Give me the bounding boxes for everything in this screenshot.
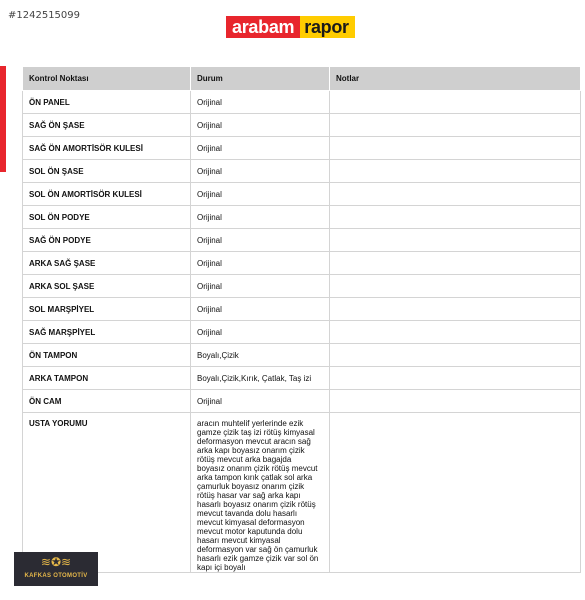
row-status: Boyalı,Çizik	[191, 344, 330, 367]
row-status: Orijinal	[191, 321, 330, 344]
table-row	[23, 367, 581, 390]
listing-id: #1242515099	[8, 10, 81, 21]
header-durum: Durum	[191, 67, 330, 91]
header-kontrol-noktasi: Kontrol Noktası	[23, 67, 191, 91]
row-notes	[330, 137, 581, 160]
table-row	[23, 160, 581, 183]
table-row-usta-yorumu	[23, 413, 581, 573]
row-point: ÖN PANEL	[23, 91, 191, 114]
header-notlar: Notlar	[330, 67, 581, 91]
row-point: SOL ÖN AMORTİSÖR KULESİ	[23, 183, 191, 206]
eagle-wings-icon: ≋✪≋	[40, 555, 72, 569]
row-status: Orijinal	[191, 183, 330, 206]
row-point: SOL ÖN PODYE	[23, 206, 191, 229]
table-row	[23, 321, 581, 344]
row-notes	[330, 183, 581, 206]
row-status: Orijinal	[191, 206, 330, 229]
row-status	[191, 413, 330, 573]
row-point: SAĞ ÖN PODYE	[23, 229, 191, 252]
table-row	[23, 275, 581, 298]
table-row	[23, 298, 581, 321]
row-notes	[330, 298, 581, 321]
mechanic-comment: aracın muhtelif yerlerinde ezik gamze çizik taş izi rötüş kimyasal deformasyon mevcut aracın sağ arka kapı boyasız onarım çizik rötüş mevcut arka bagajda boyasız onarım çizik rötüş mevcut arka tampon kırık çatlak sol arka çamurluk boyasız onarım çizik rötüş hasar var sağ arka kapı hasarlı boyasız onarım çizik rötüş mevcut tavanda dolu hasarlı mevcut kimyasal deformasyon mevcut motor kaputunda dolu hasarı mevcut kimyasal deformasyon var sağ ön çamurluk hasarlı ezik gamze çizik var sol ön kapı içi boyalı	[197, 419, 319, 572]
row-point: SOL ÖN ŞASE	[23, 160, 191, 183]
row-status: Orijinal	[191, 114, 330, 137]
table-row	[23, 206, 581, 229]
row-point: SOL MARŞPİYEL	[23, 298, 191, 321]
table-row	[23, 390, 581, 413]
table-row	[23, 344, 581, 367]
row-notes	[330, 114, 581, 137]
row-notes	[330, 413, 581, 573]
row-status: Orijinal	[191, 229, 330, 252]
logo-part-rapor: rapor	[300, 16, 355, 38]
row-point: ARKA TAMPON	[23, 367, 191, 390]
row-status: Orijinal	[191, 275, 330, 298]
row-point: SAĞ MARŞPİYEL	[23, 321, 191, 344]
row-point: ÖN TAMPON	[23, 344, 191, 367]
row-status: Orijinal	[191, 252, 330, 275]
logo-part-arabam: arabam	[226, 16, 300, 38]
row-status: Orijinal	[191, 390, 330, 413]
row-notes	[330, 160, 581, 183]
inspection-table	[22, 66, 581, 573]
row-notes	[330, 275, 581, 298]
row-point: SAĞ ÖN AMORTİSÖR KULESİ	[23, 137, 191, 160]
row-point: ARKA SOL ŞASE	[23, 275, 191, 298]
row-notes	[330, 229, 581, 252]
row-notes	[330, 91, 581, 114]
watermark-brand: KAFKAS OTOMOTİV	[24, 573, 88, 579]
table-header-row	[23, 67, 581, 91]
row-status: Orijinal	[191, 160, 330, 183]
row-notes	[330, 390, 581, 413]
row-status: Boyalı,Çizik,Kırık, Çatlak, Taş izi	[191, 367, 330, 390]
table-row	[23, 229, 581, 252]
row-notes	[330, 206, 581, 229]
red-accent-bar	[0, 66, 6, 172]
table-row	[23, 252, 581, 275]
table-row	[23, 137, 581, 160]
row-notes	[330, 321, 581, 344]
row-point: USTA YORUMU	[23, 413, 191, 573]
row-status: Orijinal	[191, 91, 330, 114]
row-notes	[330, 252, 581, 275]
row-point: SAĞ ÖN ŞASE	[23, 114, 191, 137]
row-notes	[330, 367, 581, 390]
kafkas-otomotiv-watermark	[14, 552, 98, 586]
arabam-rapor-logo	[226, 16, 355, 38]
row-notes	[330, 344, 581, 367]
row-point: ÖN CAM	[23, 390, 191, 413]
row-point: ARKA SAĞ ŞASE	[23, 252, 191, 275]
row-status: Orijinal	[191, 298, 330, 321]
table-row	[23, 91, 581, 114]
table-row	[23, 114, 581, 137]
row-status: Orijinal	[191, 137, 330, 160]
table-row	[23, 183, 581, 206]
